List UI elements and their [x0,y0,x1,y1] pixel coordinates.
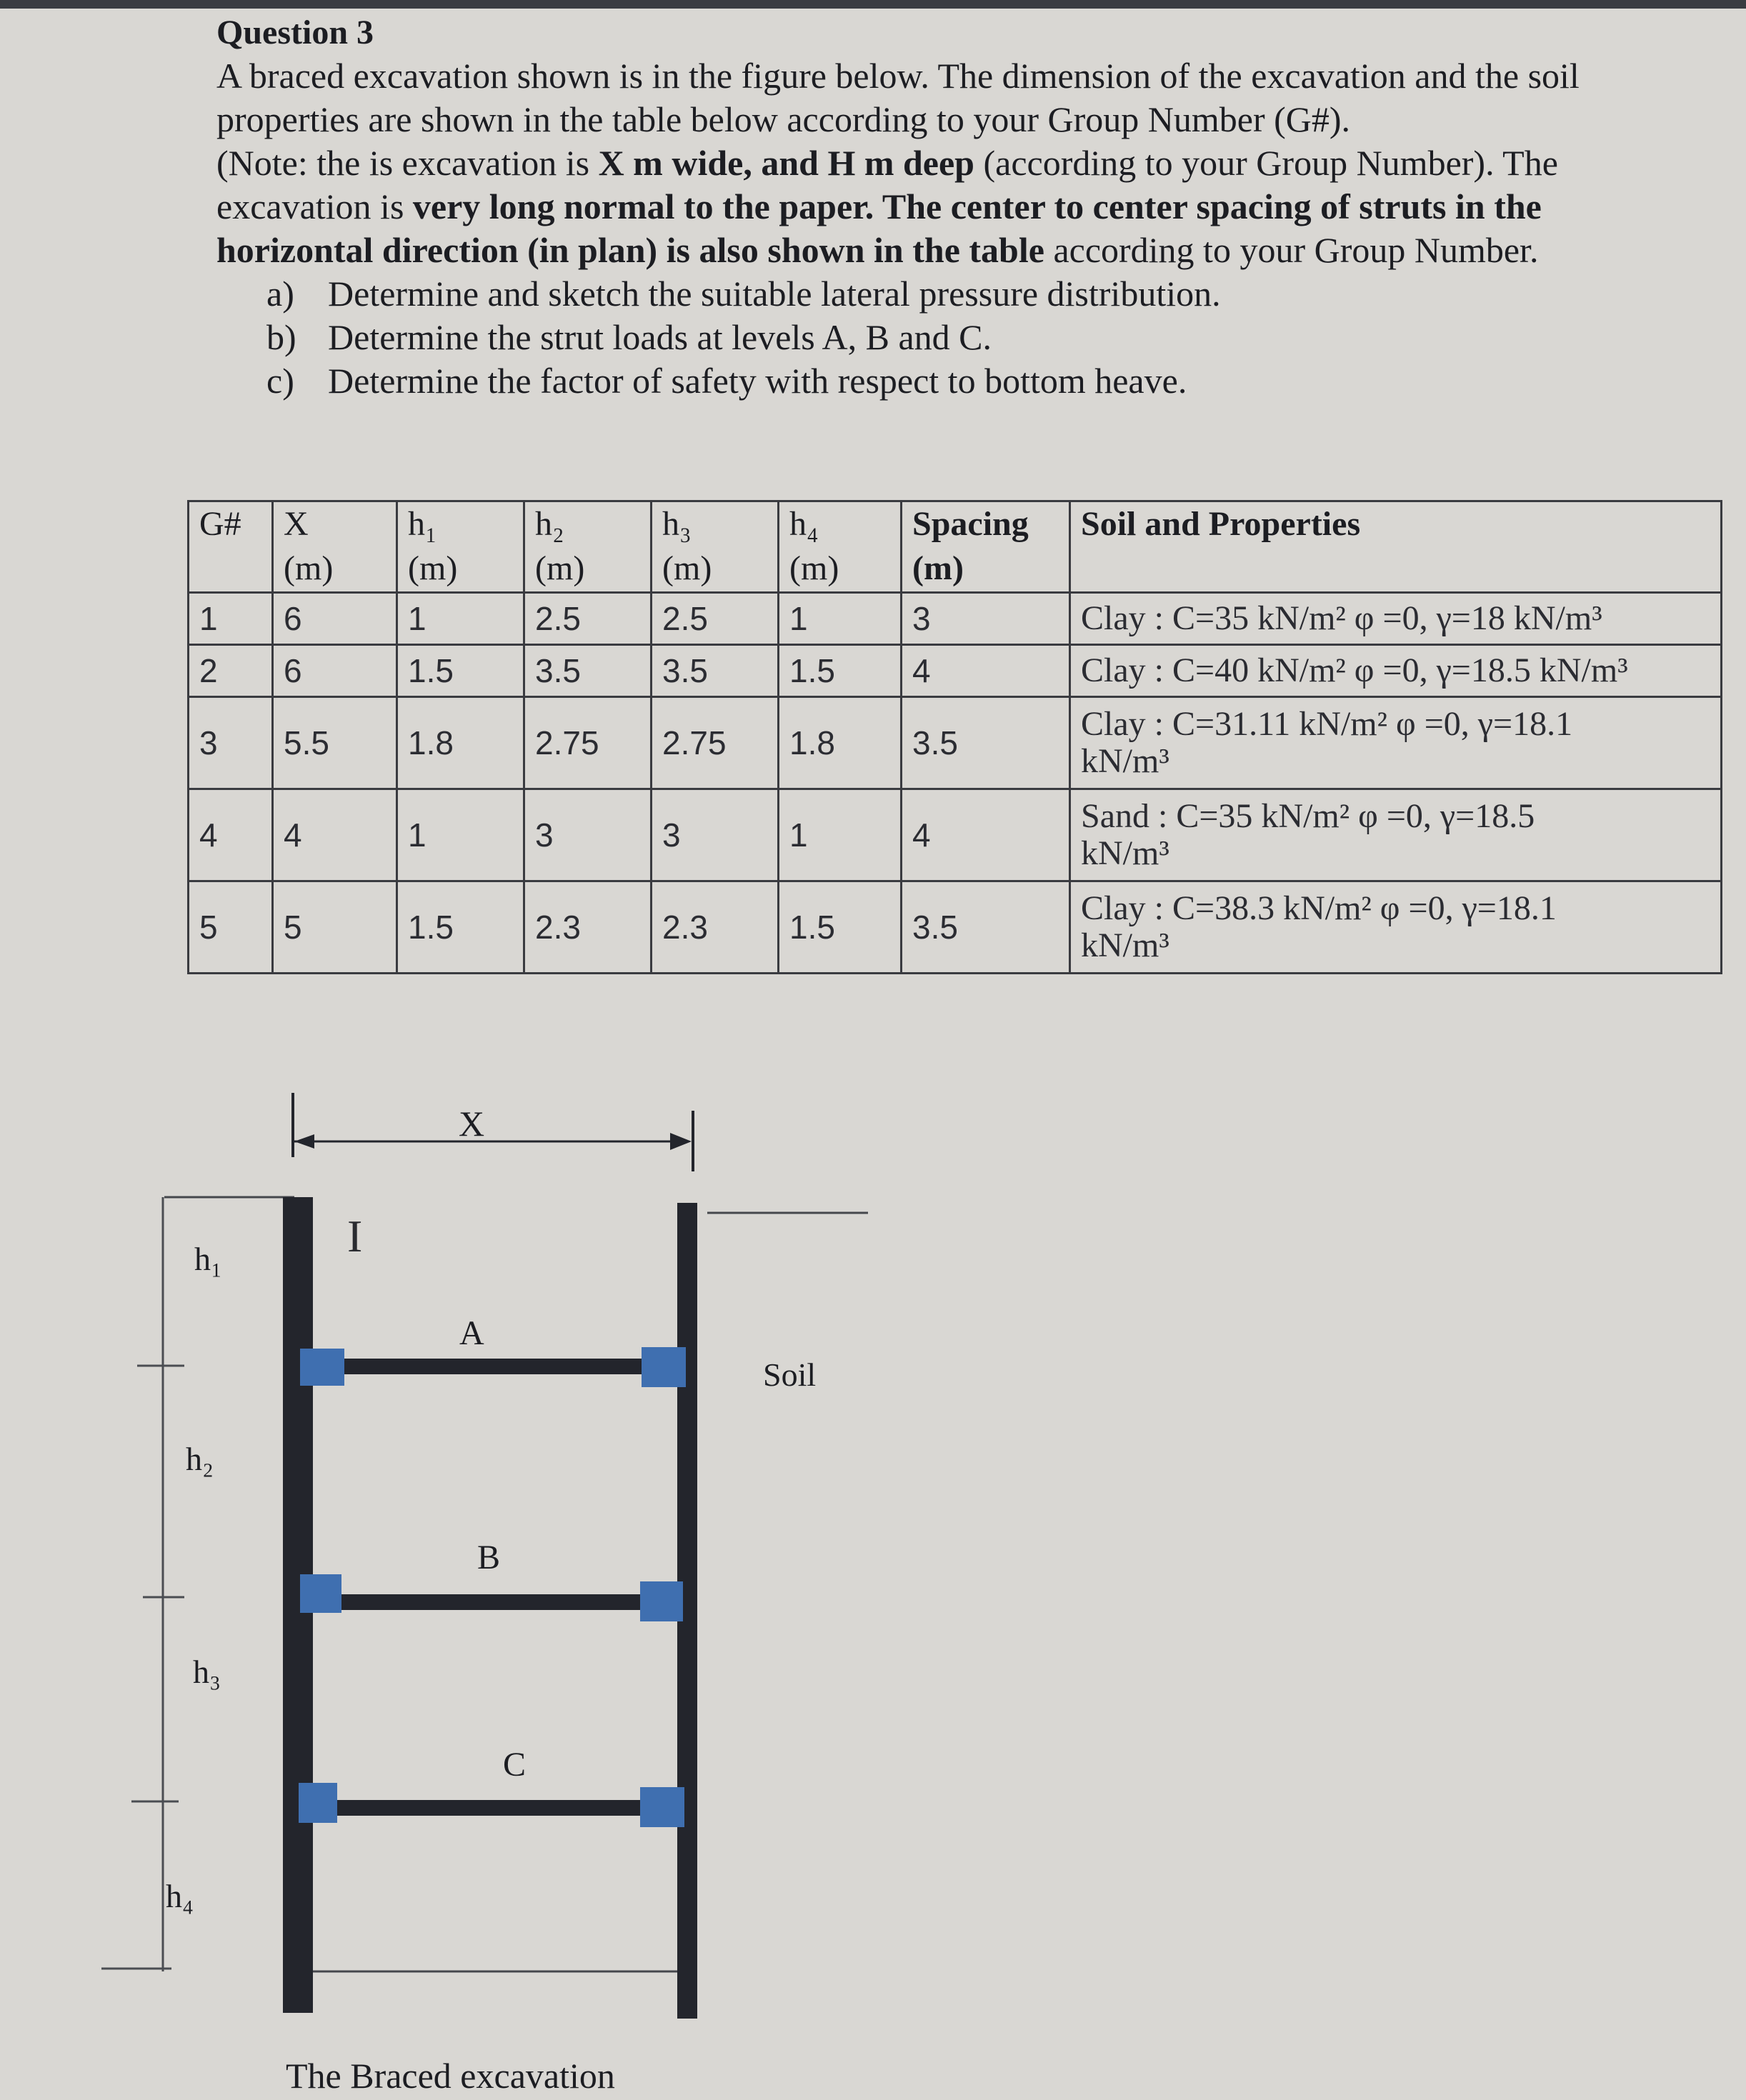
header-h2: h₂ (m) [524,501,652,593]
cell-h2: 2.3 [524,881,652,974]
cell-spacing: 4 [902,789,1070,881]
strut-c-label: C [503,1746,527,1784]
cell-group: 1 [189,593,273,645]
question-block [216,10,1702,403]
group-data-table [187,500,1722,974]
header-spacing: Spacing (m) [902,501,1070,593]
h2-label: h₂ [186,1441,214,1477]
cell-h4: 1.5 [779,645,902,697]
cell-group: 3 [189,697,273,789]
table-row [189,645,1722,697]
cell-x: 6 [273,645,397,697]
cell-spacing: 4 [902,645,1070,697]
task-b: b) Determine the strut loads at levels A, B and C. [266,317,992,357]
cell-h4: 1.8 [779,697,902,789]
cell-soil: Clay : C=35 kN/m² φ =0, γ=18 kN/m³ [1070,593,1722,645]
cell-soil: Sand : C=35 kN/m² φ =0, γ=18.5 kN/m³ [1070,789,1722,881]
cell-group: 2 [189,645,273,697]
question-note-3: horizontal direction (in plan) is also shown in the table according to your Group Number. [216,230,1539,270]
cell-h3: 2.5 [652,593,779,645]
question-note-1: (Note: the is excavation is X m wide, and H m deep (according to your Group Number). The [216,143,1558,183]
h3-label: h₃ [193,1654,221,1690]
header-soil: Soil and Properties [1070,501,1722,593]
strut-c [299,1746,684,1827]
question-note-2: excavation is very long normal to the paper. The center to center spacing of struts in the [216,186,1542,226]
cell-x: 5 [273,881,397,974]
h1-label: h₁ [194,1241,223,1277]
cell-h2: 2.75 [524,697,652,789]
cell-x: 5.5 [273,697,397,789]
wale-block [299,1783,337,1823]
braced-excavation-figure [0,1071,1746,2100]
cell-h1: 1.5 [397,881,524,974]
table-header-row [189,501,1722,593]
arrowhead-left-icon [294,1134,314,1149]
wale-block [640,1787,684,1827]
table-row [189,697,1722,789]
wale-block [300,1574,341,1613]
question-title: Question 3 [216,14,374,51]
cell-soil: Clay : C=40 kN/m² φ =0, γ=18.5 kN/m³ [1070,645,1722,697]
h4-label: h₄ [166,1878,194,1914]
cell-h2: 2.5 [524,593,652,645]
strut-b [300,1539,683,1621]
cell-x: 4 [273,789,397,881]
cell-h4: 1 [779,593,902,645]
cell-h3: 2.3 [652,881,779,974]
cell-spacing: 3.5 [902,881,1070,974]
header-h4: h₄ (m) [779,501,902,593]
task-list [216,272,1702,403]
depth-dimension [101,1197,222,1971]
header-group: G# [189,501,273,593]
cell-spacing: 3.5 [902,697,1070,789]
cell-group: 5 [189,881,273,974]
header-x: X (m) [273,501,397,593]
wale-block [300,1349,344,1386]
text-cursor-icon: I [347,1211,363,1261]
cell-soil: Clay : C=31.11 kN/m² φ =0, γ=18.1 kN/m³ [1070,697,1722,789]
cell-h4: 1.5 [779,881,902,974]
wale-block [640,1581,683,1621]
arrowhead-right-icon [670,1133,692,1150]
cell-h2: 3 [524,789,652,881]
width-dimension [293,1093,693,1171]
width-label: X [459,1104,485,1144]
cell-h3: 2.75 [652,697,779,789]
cell-spacing: 3 [902,593,1070,645]
cell-h3: 3.5 [652,645,779,697]
cell-h4: 1 [779,789,902,881]
cell-soil: Clay : C=38.3 kN/m² φ =0, γ=18.1 kN/m³ [1070,881,1722,974]
figure-caption: The Braced excavation [286,2056,615,2096]
table-row [189,593,1722,645]
top-edge-bar [0,0,1746,9]
cell-group: 4 [189,789,273,881]
cell-x: 6 [273,593,397,645]
cell-h1: 1.8 [397,697,524,789]
cell-h2: 3.5 [524,645,652,697]
wale-block [642,1347,686,1387]
task-c: c) Determine the factor of safety with respect to bottom heave. [266,361,1187,401]
task-a: a) Determine and sketch the suitable lateral pressure distribution. [266,274,1221,314]
table-row [189,789,1722,881]
cell-h1: 1 [397,789,524,881]
header-h3: h₃ (m) [652,501,779,593]
strut-a [300,1314,686,1387]
cell-h1: 1 [397,593,524,645]
strut-b-label: B [477,1539,501,1576]
header-h1: h₁ (m) [397,501,524,593]
cell-h3: 3 [652,789,779,881]
cell-h1: 1.5 [397,645,524,697]
strut-a-label: A [459,1314,484,1352]
soil-label: Soil [763,1356,817,1393]
question-intro-2: properties are shown in the table below according to your Group Number (G#). [216,99,1351,139]
table-row [189,881,1722,974]
question-intro-1: A braced excavation shown is in the figure below. The dimension of the excavation and the soil [216,56,1580,96]
